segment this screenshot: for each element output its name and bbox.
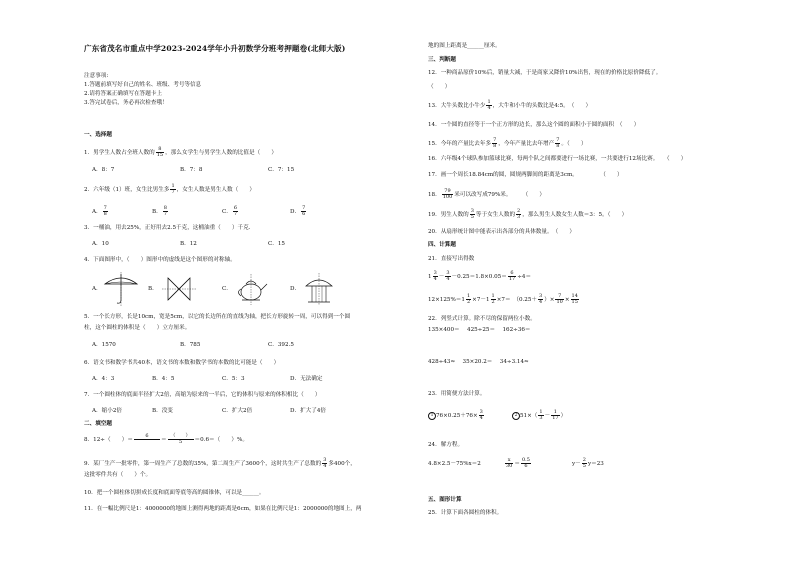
question-5: 5．一个长方形，长是10cm，宽是5cm，以它的长边所在的直线为轴，把长方形旋转一周，可以得到一个圆	[84, 314, 351, 320]
question-25: 25．计算下面各圆柱的体积。	[428, 510, 503, 516]
equation-1: 4.8×2.5－75%x＝2	[428, 461, 481, 467]
option: A．10	[92, 241, 109, 247]
calc-row-1: 1 $\frac{3}{4}$ － $\frac{3}{4}$ －0.25＝1.8×0.05＝ $\frac{6}{17}$ ÷4＝	[428, 270, 532, 282]
question-6: 6．语文书和数学书共40本，语文书的本数和数学书的本数的比可能是（ ）	[84, 360, 280, 366]
question-22: 22．列竖式计算。除不尽的保留两位小数。	[428, 316, 536, 322]
section-heading: 五、图形计算	[428, 497, 462, 503]
option: B． $\frac{8}{7}$	[152, 205, 167, 217]
question-16: 16．六年级4个球队参加篮球比赛，每两个队之间都要进行一场比赛，一共要进行12场比赛。 （ ）	[428, 156, 687, 162]
simplify-2: 2 51×（ $\frac{1}{3}$ － $\frac{1}{17}$ ）	[512, 410, 566, 421]
question-2: 2．六年级（1）班，女生比男生多 $\frac{1}{7}$ ，女生人数是男生人数（ ）	[84, 183, 255, 195]
section-heading: 一、选择题	[84, 132, 112, 138]
option: C．7：15	[268, 167, 295, 173]
question-18: 18． $\frac{79}{100}$ 米可以改写成79%米。 （ ）	[428, 188, 546, 200]
note-line: 1.答题前填写好自己的姓名、班级、考号等信息	[84, 82, 202, 88]
option: B．785	[180, 342, 201, 348]
option: D．无法确定	[290, 376, 323, 382]
question-19: 19．男生人数的 $\frac{3}{5}$ 等于女生人数的 $\frac{2}{3}$ ，那么男生人数女生人数＝3：5。（ ）	[428, 208, 628, 220]
equation-3: y－ $\frac{2}{5}$ y＝23	[572, 457, 604, 469]
fraction: $\frac{1}{7}$	[171, 183, 175, 195]
question-11-cont: 地的图上距离是______厘米。	[428, 43, 501, 49]
option-label: B．	[148, 286, 158, 292]
question-7: 7．一个圆柱体的底面半径扩大2倍，高缩为原来的一半后，它的体积与原来的体积相比（ ）	[84, 392, 321, 398]
option: A．缩小2倍	[92, 408, 122, 414]
option: C．扩大2倍	[222, 408, 253, 414]
teapot-figure	[232, 272, 270, 306]
calc-row-3: 135×400＝ 425÷25＝ 162÷36＝	[428, 327, 531, 333]
question-4: 4．下面图形中，（ ）图形中的虚线是这个图形的对称轴。	[84, 257, 236, 263]
question-9-cont: 这批零件共有（ ）个。	[84, 472, 152, 478]
option: C．5：3	[222, 376, 245, 382]
document-title: 广东省茂名市重点中学2023-2024学年小升初数学分班考押题卷(北师大版)	[84, 44, 346, 53]
section-heading: 二、填空题	[84, 421, 112, 427]
section-heading: 四、计算题	[428, 242, 456, 248]
option: A． $\frac{7}{8}$	[92, 205, 107, 217]
option: A．4：3	[92, 376, 115, 382]
option-label: D．	[290, 286, 301, 292]
pavilion-figure	[300, 272, 338, 306]
question-13: 13．大牛头数比小牛少 $\frac{1}{4}$ ，大牛和小牛的头数比是4:5。 （ ）	[428, 99, 592, 111]
simplify-1: 1 76×0.25＋76× $\frac{3}{4}$	[428, 410, 485, 421]
fraction: $\frac{8}{15}$	[156, 146, 164, 158]
option-label: C．	[222, 286, 232, 292]
question-23: 23．用简便方法计算。	[428, 391, 486, 397]
notes-title: 注意事项:	[84, 73, 109, 79]
question-3: 3．一桶油，用去25%，正好用去2.5千克，这桶油重（ ）千克．	[84, 225, 255, 231]
option: B．没变	[152, 408, 173, 414]
option: C．15	[268, 241, 285, 247]
option: C．392.5	[268, 342, 294, 348]
option-label: A．	[92, 286, 102, 292]
option: D．扩大了4倍	[290, 408, 327, 414]
question-9: 9．某厂生产一批零件，第一周生产了总数的35%，第二周生产了3600个，这时共生产了总数的 $\frac{3}{4}$ 多400个，	[84, 457, 356, 469]
option: C． $\frac{6}{7}$	[222, 205, 238, 217]
note-line: 3.答完试卷后，务必再次检查哦！	[84, 100, 168, 106]
question-8: 8．12÷（ ）＝ 6 ＝ $\frac{( )}{5}$ ＝0.6＝（ ）%。	[84, 433, 248, 445]
option: B．12	[180, 241, 197, 247]
question-12-cont: （ ）	[428, 84, 451, 90]
question-5-cont: 柱，这个圆柱的体积是（ ）立方厘米。	[84, 325, 191, 331]
umbrella-figure	[102, 272, 140, 306]
question-12: 12．一种商品原价10%后，销量大减，于是商家又降价10%出售，现在的价格比原价降低了。	[428, 70, 662, 76]
calc-row-4: 428÷43≈ 35×20.2＝ 34÷3.14≈	[428, 359, 529, 365]
question-20: 20．从扇形统计图中能表示出各部分的具体数量。 （ ）	[428, 229, 575, 235]
option: B．4：5	[152, 376, 175, 382]
windmill-figure	[160, 272, 198, 306]
question-11: 11．在一幅比例尺是1：4000000的地图上测得两地的距离是6cm，如果在比例尺是1：2000000的地图上，两	[84, 506, 362, 512]
option: B．7：8	[180, 167, 203, 173]
calc-row-2: 12×125%＝1 $\frac{1}{2}$ ×7－1 $\frac{1}{2}$ ×7＝ （0.25＋ $\frac{3}{4}$ ）× $\frac{7}{10}$ × $\frac{14}{15}$	[428, 293, 578, 305]
question-1: 1．男学生人数占全班人数的 $\frac{8}{15}$ ，那么女学生与男学生人数的比值是（ ）	[84, 146, 277, 158]
equation-2: $\frac{x}{30}$ ＝ $\frac{0.5}{6}$	[506, 457, 530, 469]
note-line: 2.请将答案正确填写在答题卡上	[84, 91, 163, 97]
option: A．1570	[92, 342, 116, 348]
section-heading: 三、判断题	[428, 57, 456, 63]
question-15: 15．今年的产量比去年多 $\frac{7}{8}$ ，今年产量比去年增产 $\frac{7}{8}$ 。（ ）	[428, 137, 587, 149]
option: D． $\frac{7}{6}$	[290, 205, 306, 217]
question-24: 24．解方程。	[428, 442, 464, 448]
question-14: 14．一个圆的直径等于一个正方形的边长，那么这个圆的面积小于圆的面积 （ ）	[428, 122, 640, 128]
question-17: 17．画一个周长18.84cm的圆，圆规两脚间的距离是3cm。 （ ）	[428, 172, 623, 178]
question-21: 21．直接写出得数	[428, 256, 475, 262]
option: A．8：7	[92, 167, 115, 173]
question-10: 10．把一个圆柱体切拼成长度和底面等底等高的圆锥体，可以是______。	[84, 490, 265, 496]
